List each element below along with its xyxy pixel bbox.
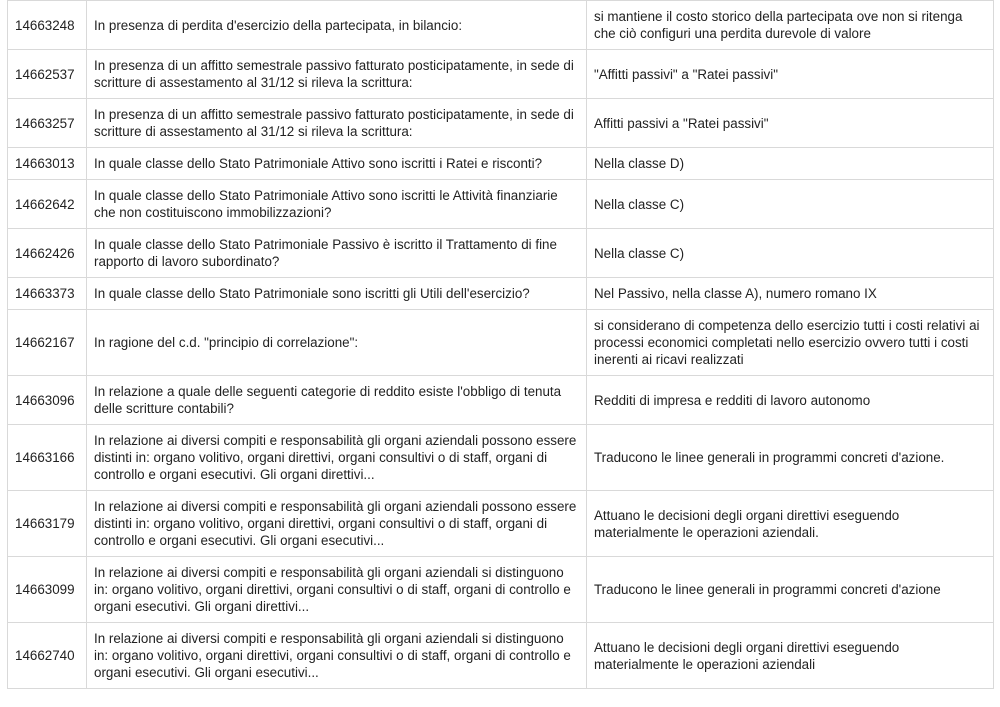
answer-text: Nel Passivo, nella classe A), numero romano IX [587, 278, 994, 310]
answer-text: Nella classe D) [587, 148, 994, 180]
answer-text: Attuano le decisioni degli organi direttivi eseguendo materialmente le operazioni aziendali [587, 623, 994, 689]
table-row [8, 310, 994, 376]
qa-table [7, 0, 994, 689]
question-id: 14663373 [8, 278, 87, 310]
question-text: In quale classe dello Stato Patrimoniale Attivo sono iscritti le Attività finanziarie che non costituiscono immobilizzazioni? [87, 180, 587, 229]
answer-text: si considerano di competenza dello esercizio tutti i costi relativi ai processi economici completati nello esercizio ovvero tutti i costi inerenti ai ricavi realizzati [587, 310, 994, 376]
question-id: 14662740 [8, 623, 87, 689]
answer-text: Redditi di impresa e redditi di lavoro autonomo [587, 376, 994, 425]
question-id: 14663096 [8, 376, 87, 425]
table-row [8, 1, 994, 50]
table-row [8, 376, 994, 425]
question-id: 14663257 [8, 99, 87, 148]
question-id: 14663013 [8, 148, 87, 180]
table-row [8, 278, 994, 310]
qa-table-body [8, 1, 994, 689]
question-text: In ragione del c.d. "principio di correlazione": [87, 310, 587, 376]
question-text: In relazione ai diversi compiti e responsabilità gli organi aziendali possono essere distinti in: organo volitivo, organi direttivi, organi consultivi o di staff, organi di controllo e organi esecutivi. Gli organi direttivi... [87, 425, 587, 491]
table-row [8, 425, 994, 491]
question-id: 14662426 [8, 229, 87, 278]
question-id: 14663166 [8, 425, 87, 491]
question-text: In relazione a quale delle seguenti categorie di reddito esiste l'obbligo di tenuta delle scritture contabili? [87, 376, 587, 425]
table-row [8, 557, 994, 623]
question-text: In quale classe dello Stato Patrimoniale sono iscritti gli Utili dell'esercizio? [87, 278, 587, 310]
answer-text: Traducono le linee generali in programmi concreti d'azione [587, 557, 994, 623]
question-text: In relazione ai diversi compiti e responsabilità gli organi aziendali possono essere distinti in: organo volitivo, organi direttivi, organi consultivi o di staff, organi di controllo e organi esecutivi. Gli organi esecutivi... [87, 491, 587, 557]
table-row [8, 180, 994, 229]
table-row [8, 148, 994, 180]
table-row [8, 99, 994, 148]
question-id: 14663099 [8, 557, 87, 623]
answer-text: Affitti passivi a "Ratei passivi" [587, 99, 994, 148]
question-text: In presenza di perdita d'esercizio della partecipata, in bilancio: [87, 1, 587, 50]
answer-text: si mantiene il costo storico della partecipata ove non si ritenga che ciò configuri una perdita durevole di valore [587, 1, 994, 50]
question-text: In quale classe dello Stato Patrimoniale Passivo è iscritto il Trattamento di fine rapporto di lavoro subordinato? [87, 229, 587, 278]
question-text: In relazione ai diversi compiti e responsabilità gli organi aziendali si distinguono in: organo volitivo, organi direttivi, organi consultivi o di staff, organi di controllo e organi esecutivi. Gli organi esecutivi... [87, 623, 587, 689]
table-row [8, 229, 994, 278]
question-id: 14663248 [8, 1, 87, 50]
answer-text: Traducono le linee generali in programmi concreti d'azione. [587, 425, 994, 491]
question-id: 14662642 [8, 180, 87, 229]
answer-text: "Affitti passivi" a "Ratei passivi" [587, 50, 994, 99]
question-text: In relazione ai diversi compiti e responsabilità gli organi aziendali si distinguono in: organo volitivo, organi direttivi, organi consultivi o di staff, organi di controllo e organi esecutivi. Gli organi direttivi... [87, 557, 587, 623]
answer-text: Nella classe C) [587, 229, 994, 278]
question-id: 14663179 [8, 491, 87, 557]
question-text: In presenza di un affitto semestrale passivo fatturato posticipatamente, in sede di scritture di assestamento al 31/12 si rileva la scrittura: [87, 99, 587, 148]
answer-text: Nella classe C) [587, 180, 994, 229]
question-id: 14662537 [8, 50, 87, 99]
answer-text: Attuano le decisioni degli organi direttivi eseguendo materialmente le operazioni aziendali. [587, 491, 994, 557]
question-id: 14662167 [8, 310, 87, 376]
question-text: In presenza di un affitto semestrale passivo fatturato posticipatamente, in sede di scritture di assestamento al 31/12 si rileva la scrittura: [87, 50, 587, 99]
table-row [8, 623, 994, 689]
table-row [8, 50, 994, 99]
question-text: In quale classe dello Stato Patrimoniale Attivo sono iscritti i Ratei e risconti? [87, 148, 587, 180]
table-row [8, 491, 994, 557]
